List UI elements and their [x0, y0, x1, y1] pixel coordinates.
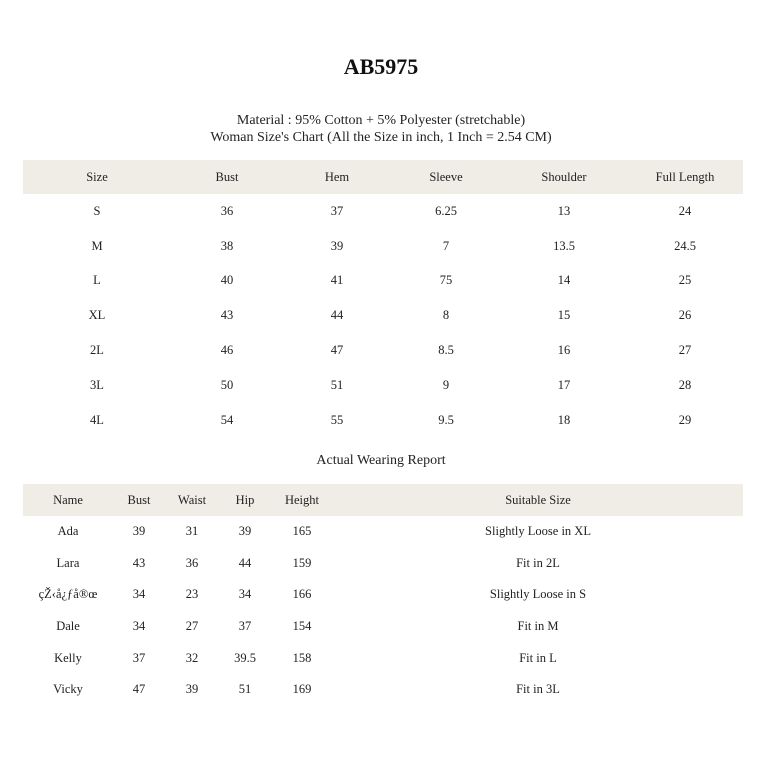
sleeve-cell: 8.5 — [438, 343, 454, 358]
bust-cell: 34 — [132, 619, 146, 634]
waist-cell: 39 — [185, 682, 199, 697]
bust-cell: 39 — [132, 524, 146, 539]
height-cell: 158 — [292, 650, 312, 665]
bust-cell: 50 — [220, 377, 234, 392]
hip-cell: 39.5 — [234, 650, 256, 665]
sleeve-cell: 75 — [439, 273, 453, 288]
table-row — [23, 516, 743, 548]
waist-cell: 27 — [185, 619, 199, 634]
suitable-size-cell: Fit in M — [517, 619, 559, 634]
table-row — [23, 674, 743, 706]
shoulder-cell: 14 — [557, 273, 571, 288]
name-cell: Lara — [56, 555, 80, 570]
bust-cell: 34 — [132, 587, 146, 602]
header-hip: Hip — [235, 492, 255, 507]
hip-cell: 51 — [238, 682, 252, 697]
full-length-cell: 25 — [678, 273, 692, 288]
header-suitable-size: Suitable Size — [505, 492, 571, 507]
bust-cell: 43 — [132, 555, 146, 570]
table-row — [23, 368, 743, 403]
shoulder-cell: 15 — [557, 308, 571, 323]
table-row — [23, 194, 743, 229]
waist-cell: 23 — [185, 587, 199, 602]
table-row — [23, 333, 743, 368]
hip-cell: 39 — [238, 524, 252, 539]
wearing-report-title: Actual Wearing Report — [316, 453, 446, 468]
bust-cell: 36 — [220, 203, 234, 218]
size-cell: S — [93, 203, 101, 218]
hem-cell: 41 — [330, 273, 344, 288]
hip-cell: 37 — [238, 619, 252, 634]
size-chart-table — [23, 160, 743, 438]
header-bust: Bust — [127, 492, 151, 507]
shoulder-cell: 18 — [557, 412, 571, 427]
name-cell: Vicky — [53, 682, 83, 697]
size-chart-note: Woman Size's Chart (All the Size in inch, 1 Inch = 2.54 CM) — [210, 130, 552, 145]
name-cell: Kelly — [54, 650, 82, 665]
table-row — [23, 264, 743, 299]
size-chart-header-row — [23, 160, 743, 194]
full-length-cell: 27 — [678, 343, 692, 358]
shoulder-cell: 13 — [557, 203, 571, 218]
wearing-report-table — [23, 484, 743, 706]
size-cell: M — [91, 238, 103, 253]
full-length-cell: 29 — [678, 412, 692, 427]
header-bust: Bust — [215, 169, 239, 184]
sleeve-cell: 6.25 — [435, 203, 457, 218]
hem-cell: 47 — [330, 343, 344, 358]
suitable-size-cell: Slightly Loose in XL — [485, 524, 591, 539]
name-cell: Dale — [56, 619, 80, 634]
hem-cell: 51 — [330, 377, 344, 392]
height-cell: 159 — [292, 555, 312, 570]
bust-cell: 37 — [132, 650, 146, 665]
hem-cell: 55 — [330, 412, 344, 427]
size-cell: 3L — [90, 377, 104, 392]
bust-cell: 47 — [132, 682, 146, 697]
name-cell: Ada — [57, 524, 79, 539]
shoulder-cell: 13.5 — [553, 238, 575, 253]
hem-cell: 37 — [330, 203, 344, 218]
bust-cell: 40 — [220, 273, 234, 288]
table-row — [23, 298, 743, 333]
size-cell: 4L — [90, 412, 104, 427]
full-length-cell: 24.5 — [674, 238, 696, 253]
hem-cell: 39 — [330, 238, 344, 253]
full-length-cell: 24 — [678, 203, 692, 218]
full-length-cell: 28 — [678, 377, 692, 392]
table-row — [23, 611, 743, 643]
sleeve-cell: 8 — [442, 308, 450, 323]
name-cell: çŽ‹å¿ƒå®œ — [38, 587, 98, 602]
bust-cell: 38 — [220, 238, 234, 253]
header-height: Height — [284, 492, 320, 507]
suitable-size-cell: Fit in 3L — [516, 682, 560, 697]
wearing-report-header-row — [23, 484, 743, 516]
suitable-size-cell: Fit in 2L — [516, 555, 560, 570]
waist-cell: 31 — [185, 524, 199, 539]
bust-cell: 43 — [220, 308, 234, 323]
full-length-cell: 26 — [678, 308, 692, 323]
header-sleeve: Sleeve — [429, 169, 463, 184]
header-full-length: Full Length — [655, 169, 715, 184]
sleeve-cell: 9 — [442, 377, 450, 392]
suitable-size-cell: Fit in L — [519, 650, 557, 665]
table-row — [23, 579, 743, 611]
shoulder-cell: 17 — [557, 377, 571, 392]
waist-cell: 36 — [185, 555, 199, 570]
hip-cell: 44 — [238, 555, 252, 570]
header-shoulder: Shoulder — [541, 169, 587, 184]
height-cell: 165 — [292, 524, 312, 539]
size-cell: XL — [88, 308, 106, 323]
size-cell: L — [93, 273, 101, 288]
sleeve-cell: 9.5 — [438, 412, 454, 427]
table-row — [23, 548, 743, 580]
size-cell: 2L — [90, 343, 104, 358]
header-size: Size — [86, 169, 108, 184]
bust-cell: 54 — [220, 412, 234, 427]
header-hem: Hem — [324, 169, 350, 184]
height-cell: 166 — [292, 587, 312, 602]
product-code-title: AB5975 — [343, 54, 419, 79]
height-cell: 154 — [292, 619, 312, 634]
sleeve-cell: 7 — [442, 238, 450, 253]
header-name: Name — [53, 492, 83, 507]
height-cell: 169 — [292, 682, 312, 697]
bust-cell: 46 — [220, 343, 234, 358]
table-row — [23, 642, 743, 674]
table-row — [23, 403, 743, 438]
header-waist: Waist — [177, 492, 207, 507]
table-row — [23, 229, 743, 264]
material-description: Material : 95% Cotton + 5% Polyester (stretchable) — [236, 113, 526, 128]
hip-cell: 34 — [238, 587, 252, 602]
hem-cell: 44 — [330, 308, 344, 323]
shoulder-cell: 16 — [557, 343, 571, 358]
waist-cell: 32 — [185, 650, 199, 665]
suitable-size-cell: Slightly Loose in S — [489, 587, 587, 602]
